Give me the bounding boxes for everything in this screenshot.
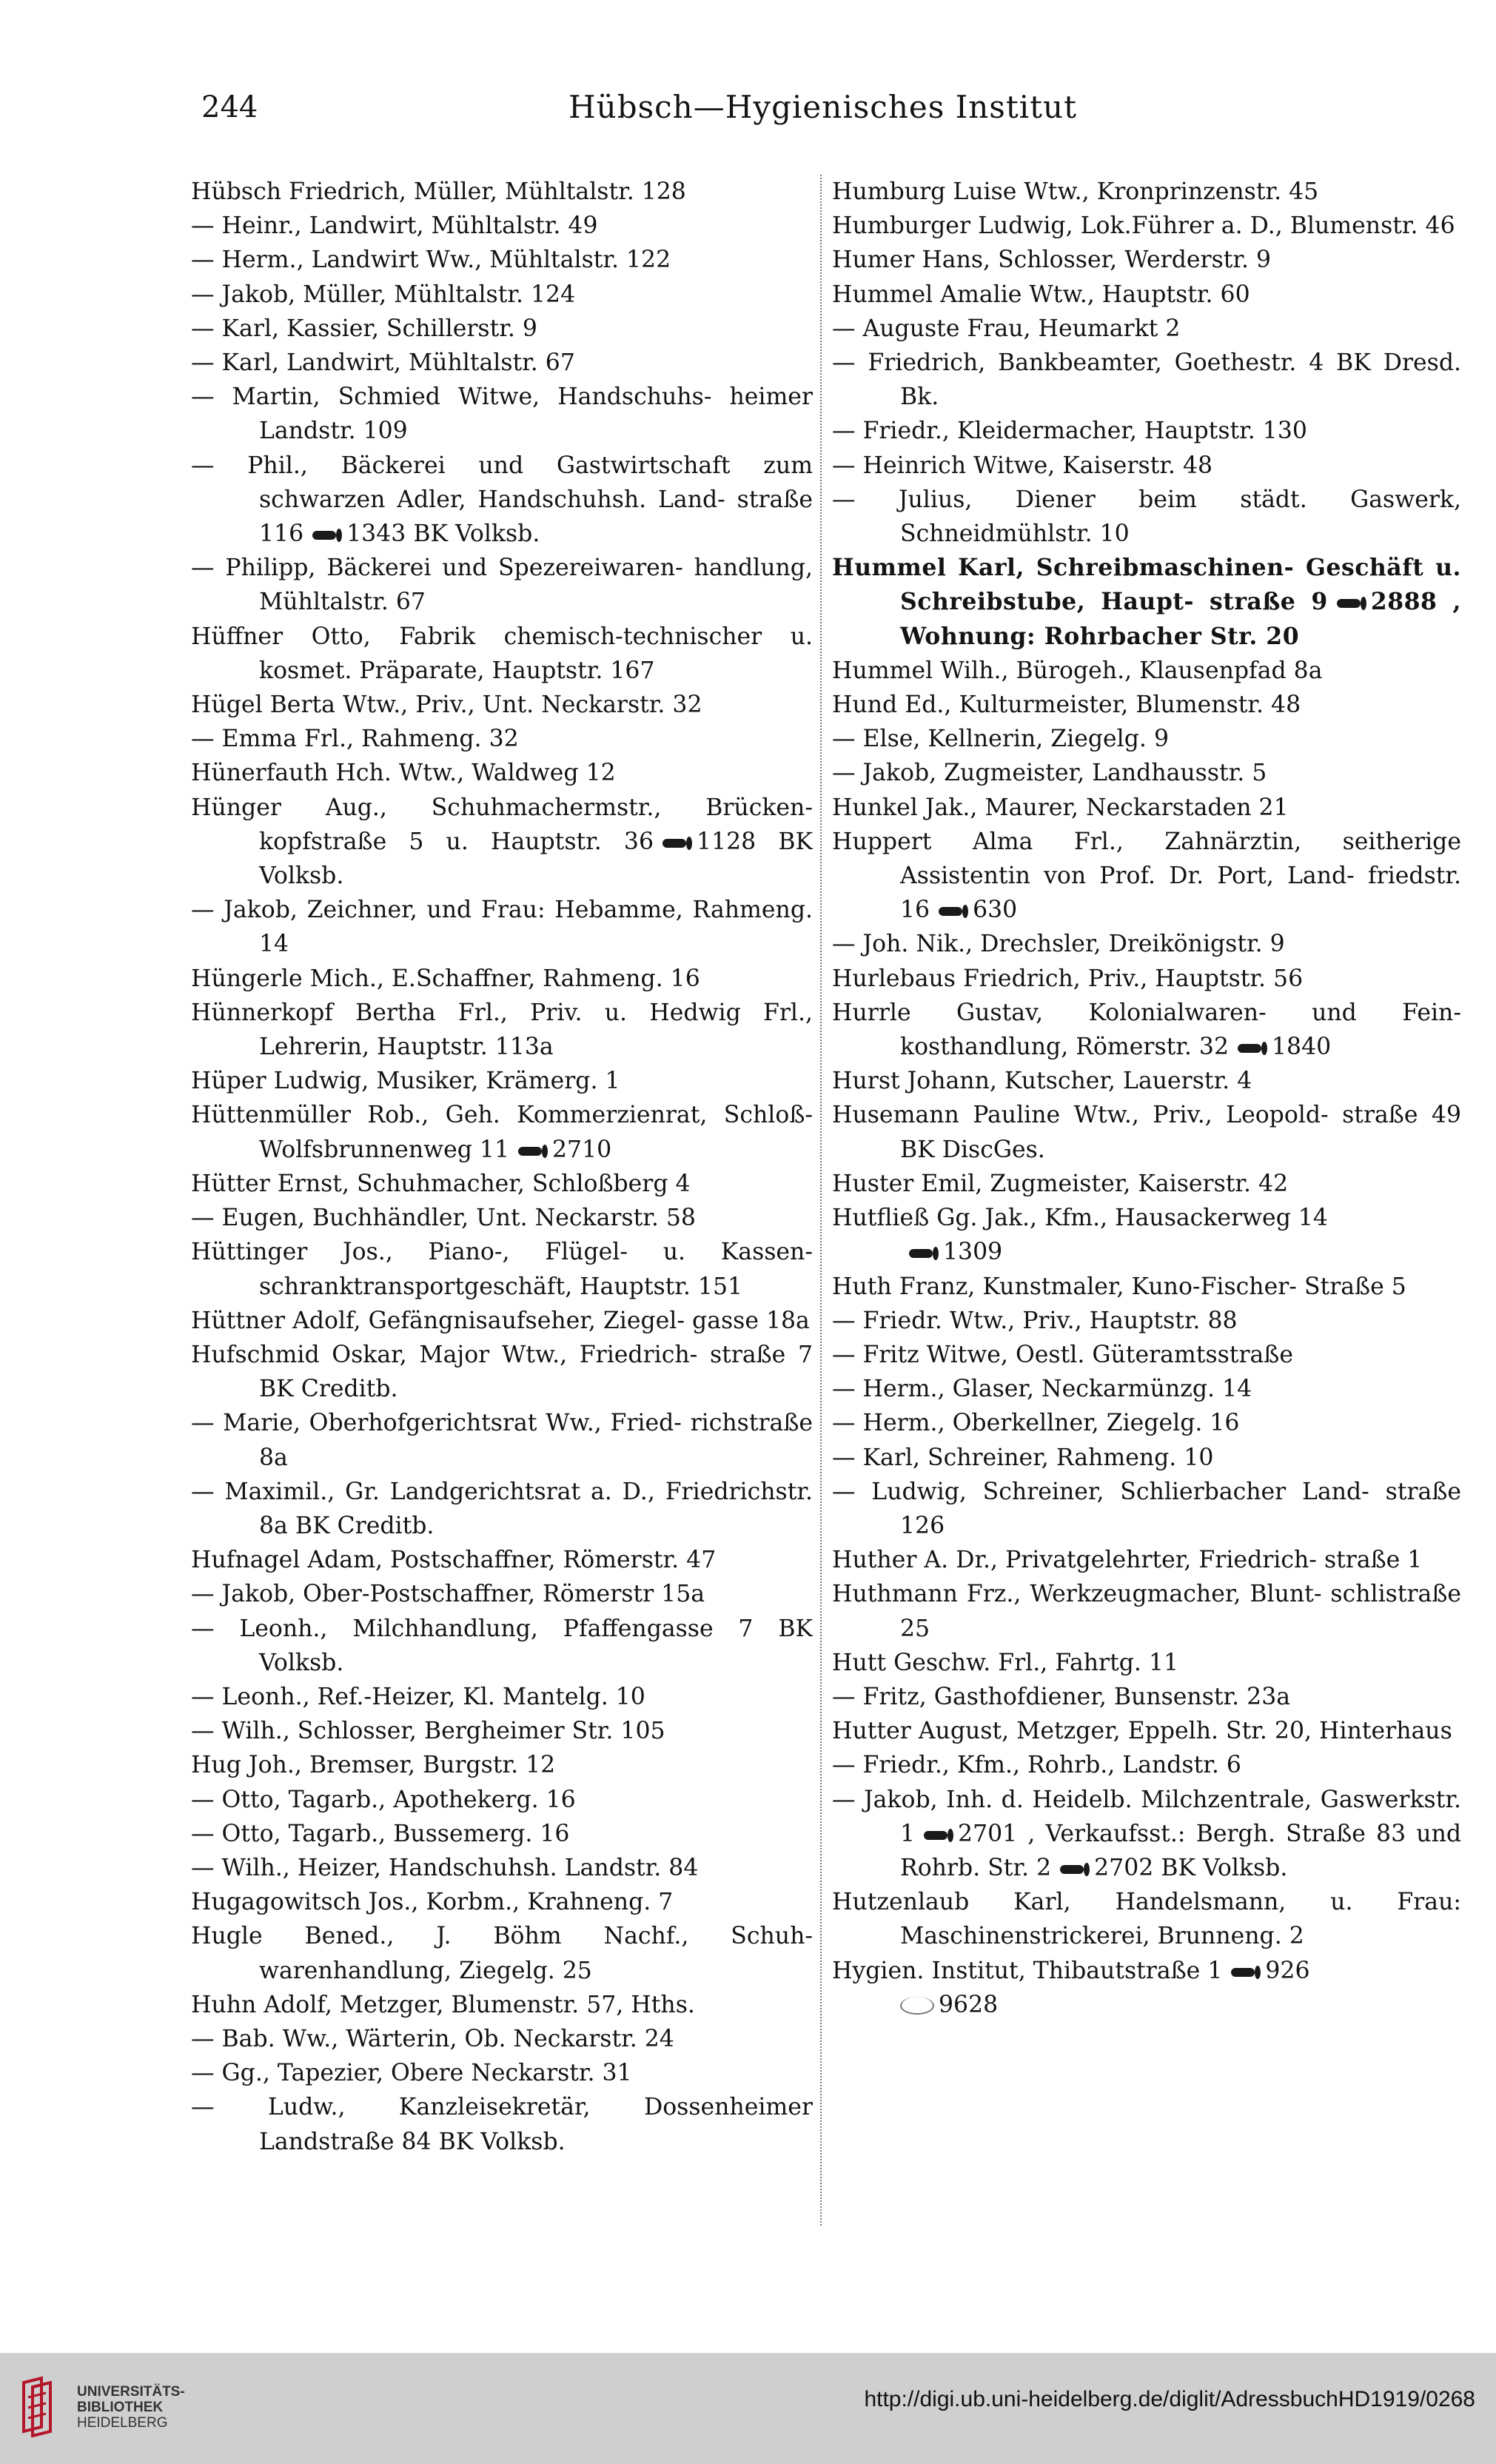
entry-text: Hummel Wilh., Bürogeh., Klausenpfad 8a — [832, 657, 1323, 684]
entry-text: Schloß-Wolfsbrunnenweg 11 — [259, 1102, 813, 1163]
entry-text: Hutfließ Gg. Jak., Kfm., Hausackerweg 14 — [832, 1205, 1328, 1232]
entry-text: schranktransportgeschäft, Hauptstr. 151 — [259, 1273, 743, 1300]
directory-entry — [191, 722, 813, 756]
entry-text: Hüper Ludwig, Musiker, Krämerg. 1 — [191, 1068, 620, 1095]
directory-entry — [832, 722, 1461, 756]
entry-text: Hüttner Adolf, Gefängnisaufseher, Ziegel- — [191, 1307, 685, 1334]
directory-entry — [832, 312, 1461, 346]
library-logo-text — [77, 2384, 185, 2431]
entry-text: Hygien. Institut, Thibautstraße 1 — [832, 1957, 1223, 1984]
phone-number: 926 — [1265, 1957, 1310, 1984]
directory-entry — [191, 1817, 813, 1851]
directory-entry — [191, 1235, 813, 1303]
entry-text: Huster Emil, Zugmeister, Kaiserstr. 42 — [832, 1170, 1289, 1197]
telephone-icon — [658, 836, 692, 851]
directory-entry — [832, 1372, 1461, 1406]
directory-entry — [191, 1406, 813, 1474]
entry-text: Frl., Lehrerin, Hauptstr. 113a — [259, 999, 813, 1061]
entry-text: — Philipp, Bäckerei und Spezereiwaren- — [191, 555, 683, 582]
directory-entry — [832, 1714, 1461, 1748]
entry-text: Huppert Alma Frl., Zahnärztin, seitherige — [832, 828, 1461, 855]
directory-entry — [191, 1167, 813, 1201]
entry-text: Geschäft u. Schreibstube, Haupt- — [900, 554, 1461, 616]
telephone-icon — [905, 1246, 939, 1261]
entry-text: , Verkaufsst.: — [1027, 1820, 1186, 1847]
directory-entry — [832, 927, 1461, 961]
entry-text: kosthandlung, Römerstr. 32 — [900, 1034, 1230, 1061]
directory-entry — [832, 1441, 1461, 1475]
entry-text: — Friedr., Kleidermacher, Hauptstr. 130 — [832, 418, 1307, 445]
entry-text: Rohrbacher Str. 20 — [1044, 622, 1300, 650]
entry-text: straße 126 — [900, 1478, 1461, 1539]
directory-entry — [832, 1885, 1461, 1953]
phone-number: 1343 — [346, 520, 406, 548]
entry-text: Hurrle Gustav, Kolonialwaren- und Fein- — [832, 999, 1461, 1026]
entry-text: — Marie, Oberhofgerichtsrat Ww., Fried- — [191, 1410, 682, 1437]
entry-text: — Julius, Diener beim städt. Gaswerk, — [832, 486, 1461, 513]
entry-text: Hinterhaus — [1319, 1718, 1452, 1745]
entry-text: Hutzenlaub Karl, Handelsmann, u. Frau: — [832, 1889, 1461, 1916]
entry-text: — Heinr., Landwirt, Mühltalstr. 49 — [191, 212, 598, 240]
phone-number: 2702 — [1094, 1854, 1154, 1881]
entry-text: — Friedr. Wtw., Priv., Hauptstr. 88 — [832, 1307, 1238, 1334]
entry-text: — Martin, Schmied Witwe, Handschuhs- — [191, 384, 712, 411]
directory-entry — [191, 1338, 813, 1406]
entry-text: Hummel Amalie Wtw., Hauptstr. 60 — [832, 281, 1250, 308]
directory-entry — [832, 1646, 1461, 1680]
directory-entry — [191, 1885, 813, 1919]
directory-entry — [191, 380, 813, 448]
right-column — [832, 175, 1461, 2240]
telephone-icon — [1227, 1965, 1261, 1980]
phone-number: 630 — [973, 897, 1018, 924]
entry-text: BK Volksb. — [259, 828, 813, 890]
entry-text: friedstr. 16 — [900, 863, 1461, 924]
directory-entry — [191, 1988, 813, 2022]
directory-entry — [832, 1954, 1461, 2022]
directory-entry — [191, 791, 813, 894]
entry-text: Humer Hans, Schlosser, Werderstr. 9 — [832, 247, 1272, 274]
entry-text: Maschinenstrickerei, Brunneng. 2 — [900, 1923, 1304, 1950]
logo-line: HEIDELBERG — [77, 2415, 168, 2431]
directory-entry — [191, 346, 813, 380]
directory-entry — [832, 346, 1461, 414]
entry-text: — Heinrich Witwe, Kaiserstr. 48 — [832, 452, 1213, 479]
entry-text: Hund Ed., Kulturmeister, Blumenstr. 48 — [832, 692, 1301, 719]
entry-text: — Karl, Schreiner, Rahmeng. 10 — [832, 1444, 1214, 1471]
directory-entry — [832, 791, 1461, 825]
entry-text: Friedrichstr. 8a BK Creditb. — [259, 1478, 813, 1539]
entry-text: Hug Joh., Bremser, Burgstr. 12 — [191, 1752, 556, 1779]
entry-text: — Jakob, Zugmeister, Landhausstr. 5 — [832, 760, 1267, 787]
entry-text: Landstraße 84 BK Volksb. — [259, 2128, 566, 2155]
entry-text: — Jakob, Zeichner, und Frau: Hebamme, — [191, 897, 683, 924]
entry-text: — Herm., Landwirt Ww., Mühltalstr. 122 — [191, 247, 671, 274]
entry-text: straße 7 BK Creditb. — [259, 1341, 813, 1403]
directory-entry — [832, 1475, 1461, 1543]
entry-text: Huhn Adolf, Metzger, Blumenstr. 57, Hths. — [191, 1991, 695, 2018]
entry-text: — Leonh., Ref.-Heizer, Kl. Mantelg. 10 — [191, 1683, 645, 1710]
directory-entry — [832, 1338, 1461, 1372]
directory-entry — [191, 1475, 813, 1543]
directory-entry — [832, 688, 1461, 722]
entry-text: BK Volksb. — [259, 1615, 813, 1676]
entry-text: — Karl, Landwirt, Mühltalstr. 67 — [191, 349, 575, 377]
phone-number: 9628 — [939, 1991, 999, 2018]
entry-text: Huth Franz, Kunstmaler, Kuno-Fischer- — [832, 1273, 1297, 1300]
entry-text: Huthmann Frz., Werkzeugmacher, Blunt- — [832, 1581, 1322, 1608]
directory-entry — [191, 1304, 813, 1338]
directory-entry — [191, 1201, 813, 1235]
directory-entry — [832, 1201, 1461, 1269]
directory-entry — [832, 1783, 1461, 1886]
telephone-icon — [1332, 596, 1366, 611]
logo-line: UNIVERSITÄTS- — [77, 2384, 185, 2400]
phone-number: 1840 — [1272, 1034, 1332, 1061]
directory-entry — [832, 1167, 1461, 1201]
phone-number: 1128 — [697, 828, 757, 855]
directory-entry — [832, 654, 1461, 688]
entry-text: Hummel Karl, Schreibmaschinen- — [832, 554, 1295, 582]
entry-text: — Jakob, Ober-Postschaffner, Römerstr 15a — [191, 1581, 705, 1608]
directory-entry — [191, 756, 813, 790]
entry-text: — Herm., Glaser, Neckarmünzg. 14 — [832, 1376, 1252, 1403]
directory-entry — [191, 2022, 813, 2056]
entry-text: Hünger Aug., Schuhmachermstr., Brücken- — [191, 794, 813, 821]
directory-entry — [832, 1098, 1461, 1166]
directory-entry — [191, 1748, 813, 1782]
directory-entry — [191, 2090, 813, 2158]
phone-number: 1309 — [943, 1239, 1003, 1266]
telephone-icon — [919, 1828, 953, 1843]
entry-text: — Herm., Oberkellner, Ziegelg. 16 — [832, 1410, 1240, 1437]
entry-text: — Gg., Tapezier, Obere Neckarstr. 31 — [191, 2060, 632, 2087]
entry-text: Hüttenmüller Rob., Geh. Kommerzienrat, — [191, 1102, 708, 1129]
entry-text: — Jakob, Müller, Mühltalstr. 124 — [191, 281, 576, 308]
entry-text: — Eugen, Buchhändler, Unt. Neckarstr. 58 — [191, 1205, 696, 1232]
directory-entry — [832, 278, 1461, 312]
directory-entry — [832, 1748, 1461, 1782]
directory-entry — [191, 1851, 813, 1885]
phone-number: 2710 — [551, 1136, 612, 1163]
entry-text: Huther A. Dr., Privatgelehrter, Friedrich- — [832, 1547, 1317, 1574]
logo-line: BIBLIOTHEK — [77, 2400, 164, 2415]
entry-text: Hutter August, Metzger, Eppelh. Str. 20, — [832, 1718, 1312, 1745]
entry-text: Schneidmühlstr. 10 — [900, 520, 1130, 548]
left-column — [191, 175, 813, 2240]
entry-text: schwarzen Adler, Handschuhsh. Land- — [259, 486, 725, 513]
entry-text: Hügel Berta Wtw., Priv., Unt. Neckarstr. 32 — [191, 692, 702, 719]
entry-text: handlung, Mühltalstr. 67 — [259, 555, 813, 616]
directory-entry — [191, 688, 813, 722]
entry-text: Bergh. Straße 83 und Rohrb. Str. 2 — [900, 1820, 1461, 1881]
directory-entry — [191, 1714, 813, 1748]
directory-entry — [191, 312, 813, 346]
entry-text: warenhandlung, Ziegelg. 25 — [259, 1957, 592, 1984]
entry-text: Hünnerkopf Bertha Frl., Priv. u. Hedwig — [191, 999, 741, 1026]
directory-entry — [832, 414, 1461, 448]
entry-text: — Ludwig, Schreiner, Schlierbacher Land- — [832, 1478, 1369, 1505]
entry-text: straße 9 — [1210, 588, 1328, 616]
directory-entry — [832, 962, 1461, 996]
directory-entry — [191, 962, 813, 996]
entry-text: heimer Landstr. 109 — [259, 384, 813, 445]
directory-entry — [191, 1680, 813, 1714]
entry-text: Hufnagel Adam, Postschaffner, Römerstr. 47 — [191, 1547, 717, 1574]
entry-text: straße 1 — [1324, 1547, 1423, 1574]
directory-entry — [191, 243, 813, 277]
directory-entry — [832, 243, 1461, 277]
telephone-icon — [514, 1144, 548, 1159]
entry-text: kopfstraße 5 u. Hauptstr. 36 — [259, 828, 654, 855]
entry-text: straße 49 BK DiscGes. — [900, 1102, 1461, 1163]
directory-entry — [832, 1577, 1461, 1645]
entry-text: — Maximil., Gr. Landgerichtsrat a. D., — [191, 1478, 655, 1505]
entry-text: — Fritz, Gasthofdiener, Bunsenstr. 23a — [832, 1683, 1291, 1710]
entry-text: Hüngerle Mich., E.Schaffner, Rahmeng. 16 — [191, 965, 700, 992]
directory-entry — [191, 1612, 813, 1680]
entry-text: BK Dresd. Bk. — [900, 349, 1461, 411]
directory-entry — [832, 1543, 1461, 1577]
entry-text: — Wilh., Schlosser, Bergheimer Str. 105 — [191, 1718, 665, 1745]
directory-entry — [832, 209, 1461, 243]
entry-text: — Leonh., Milchhandlung, Pfaffengasse 7 — [191, 1615, 754, 1642]
entry-text: — Friedrich, Bankbeamter, Goethestr. 4 — [832, 349, 1324, 377]
entry-text: Humburger Ludwig, Lok.Führer a. D., — [832, 212, 1283, 240]
entry-text: — Otto, Tagarb., Bussemerg. 16 — [191, 1820, 570, 1847]
phone-number: 2701 — [958, 1820, 1018, 1847]
directory-entry — [832, 1064, 1461, 1098]
directory-entry — [191, 893, 813, 961]
directory-entry — [832, 449, 1461, 483]
entry-text: — Ludw., Kanzleisekretär, Dossenheimer — [191, 2094, 813, 2121]
directory-entry — [191, 1543, 813, 1577]
directory-entry — [832, 175, 1461, 209]
entry-text: BK Volksb. — [1161, 1854, 1288, 1881]
directory-entry — [191, 1919, 813, 1987]
telephone-icon — [308, 528, 342, 543]
entry-text: Hutt Geschw. Frl., Fahrtg. 11 — [832, 1649, 1179, 1676]
entry-text: straße 116 — [259, 486, 813, 548]
phone-number: 2888 — [1370, 588, 1438, 616]
entry-text: Hünerfauth Hch. Wtw., Waldweg 12 — [191, 760, 616, 787]
page-number: 244 — [201, 90, 258, 124]
entry-text: — Jakob, Inh. d. Heidelb. Milchzentrale, — [832, 1786, 1312, 1813]
entry-text: richstraße 8a — [259, 1410, 813, 1471]
directory-entry — [191, 1098, 813, 1166]
telephone-icon — [1233, 1041, 1267, 1056]
entry-text: Humburg Luise Wtw., Kronprinzenstr. 45 — [832, 178, 1319, 205]
directory-entry — [191, 620, 813, 688]
directory-entry — [832, 483, 1461, 551]
column-divider — [820, 175, 822, 2226]
entry-text: Gaswerkstr. 1 — [900, 1786, 1461, 1847]
directory-entry — [832, 825, 1461, 928]
page-header — [201, 81, 1444, 133]
entry-text: — Wilh., Heizer, Handschuhsh. Landstr. 84 — [191, 1854, 699, 1881]
entry-text: — Else, Kellnerin, Ziegelg. 9 — [832, 726, 1169, 753]
directory-entry — [832, 551, 1461, 654]
entry-text: gasse 18a — [692, 1307, 810, 1334]
entry-text: — Joh. Nik., Drechsler, Dreikönigstr. 9 — [832, 931, 1285, 958]
entry-text: Hurst Johann, Kutscher, Lauerstr. 4 — [832, 1068, 1252, 1095]
entry-text: Hugle Bened., J. Böhm Nachf., Schuh- — [191, 1923, 813, 1950]
directory-entry — [832, 1406, 1461, 1440]
directory-entry — [832, 996, 1461, 1064]
entry-text: Hunkel Jak., Maurer, Neckarstaden 21 — [832, 794, 1289, 821]
entry-text: kosmet. Präparate, Hauptstr. 167 — [259, 657, 655, 684]
entry-text: Hüttinger Jos., Piano-, Flügel- u. Kassen- — [191, 1239, 813, 1266]
entry-text: — Friedr., Kfm., Rohrb., Landstr. 6 — [832, 1752, 1241, 1779]
directory-entry — [191, 1577, 813, 1611]
entry-text: Assistentin von Prof. Dr. Port, Land- — [900, 863, 1355, 890]
entry-text: Rahmeng. 14 — [259, 897, 813, 958]
footer-bar — [0, 2353, 1496, 2464]
source-url-link[interactable]: http://digi.ub.uni-heidelberg.de/diglit/AdressbuchHD1919/0268 — [864, 2387, 1475, 2411]
entry-text: — Emma Frl., Rahmeng. 32 — [191, 726, 519, 753]
directory-entry — [191, 1783, 813, 1817]
entry-text: — Phil., Bäckerei und Gastwirtschaft zum — [191, 452, 813, 479]
entry-text: , Wohnung: — [900, 588, 1461, 650]
entry-text: Hüffner Otto, Fabrik chemisch-technischer u. — [191, 623, 813, 650]
entry-text: schlistraße 25 — [900, 1581, 1461, 1642]
directory-entry — [191, 278, 813, 312]
entry-text: Hurlebaus Friedrich, Priv., Hauptstr. 56 — [832, 965, 1304, 992]
entry-text: Hütter Ernst, Schuhmacher, Schloßberg 4 — [191, 1170, 691, 1197]
telephone-icon — [934, 904, 968, 919]
entry-text: Hübsch Friedrich, Müller, Mühltalstr. 128 — [191, 178, 686, 205]
directory-entry — [832, 1304, 1461, 1338]
directory-entry — [832, 756, 1461, 790]
telephone-icon — [1056, 1862, 1090, 1877]
library-logo-icon — [16, 2375, 61, 2437]
directory-entry — [832, 1680, 1461, 1714]
entry-text: — Auguste Frau, Heumarkt 2 — [832, 315, 1181, 342]
directory-entry — [191, 551, 813, 619]
entry-text: — Bab. Ww., Wärterin, Ob. Neckarstr. 24 — [191, 2025, 674, 2052]
entry-text: Straße 5 — [1304, 1273, 1406, 1300]
entry-text: Hugagowitsch Jos., Korbm., Krahneng. 7 — [191, 1889, 674, 1916]
entry-text: — Fritz Witwe, Oestl. Güteramtsstraße — [832, 1341, 1293, 1368]
directory-entry — [191, 2056, 813, 2090]
directory-entry — [191, 1064, 813, 1098]
entry-text: — Karl, Kassier, Schillerstr. 9 — [191, 315, 537, 342]
directory-entry — [191, 996, 813, 1064]
entry-text: BK Volksb. — [413, 520, 540, 548]
entry-text: Husemann Pauline Wtw., Priv., Leopold- — [832, 1102, 1329, 1129]
directory-entry — [191, 209, 813, 243]
running-head: Hübsch—Hygienisches Institut — [568, 89, 1077, 125]
extra-phone-icon — [900, 1997, 934, 2015]
directory-entry — [832, 1270, 1461, 1304]
directory-entry — [191, 175, 813, 209]
entry-text: — Otto, Tagarb., Apothekerg. 16 — [191, 1786, 576, 1813]
entry-text: Hufschmid Oskar, Major Wtw., Friedrich- — [191, 1341, 698, 1368]
entry-text: Blumenstr. 46 — [1289, 212, 1455, 240]
directory-entry — [191, 449, 813, 552]
